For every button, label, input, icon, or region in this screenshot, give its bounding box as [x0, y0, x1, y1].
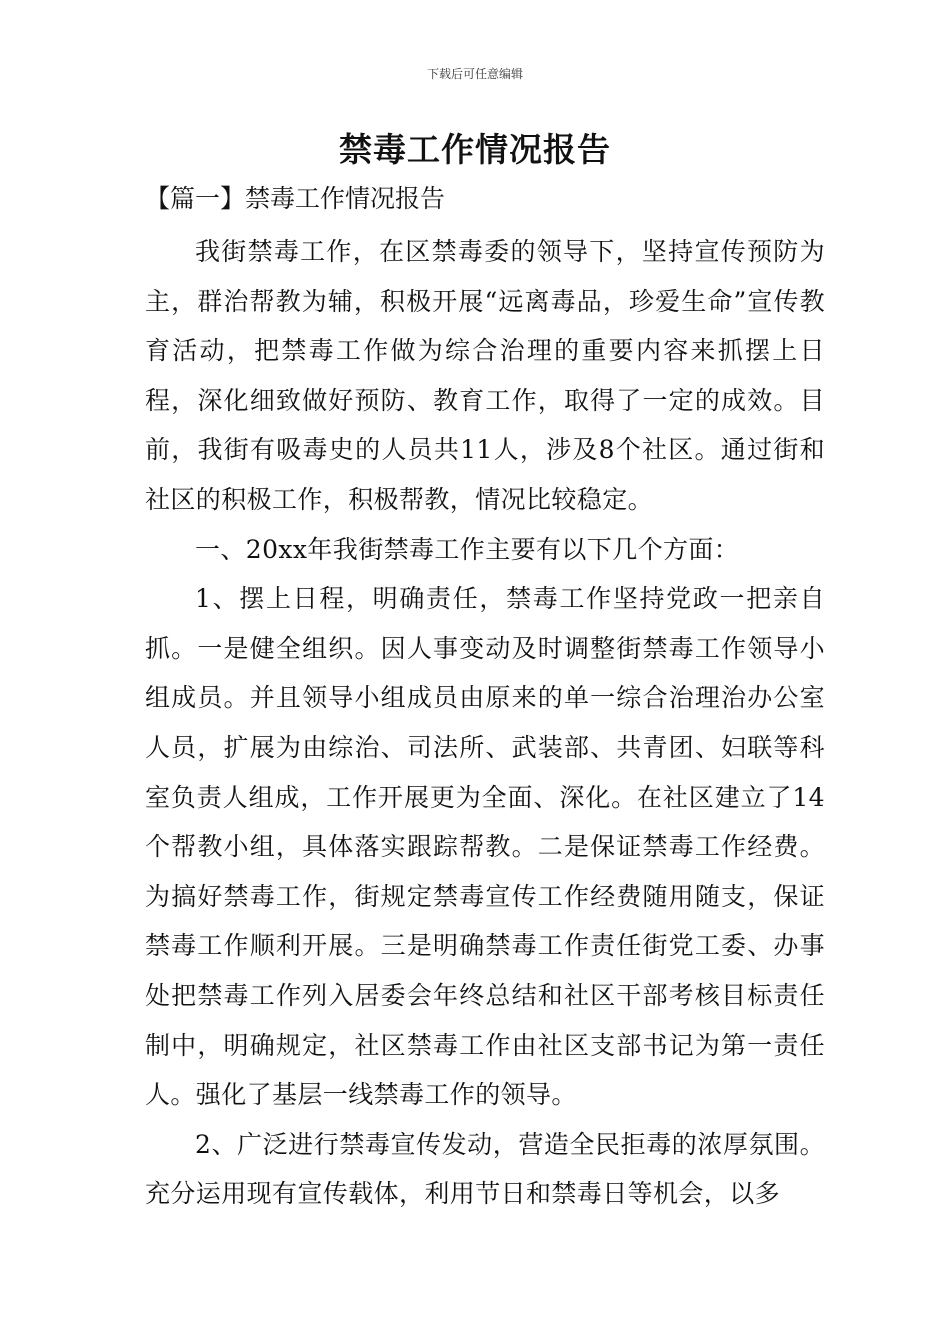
- header-note: 下载后可任意编辑: [426, 67, 523, 81]
- paragraph-item-2: 2、广泛进行禁毒宣传发动，营造全民拒毒的浓厚氛围。充分运用现有宣传载体，利用节日和禁毒日等机会，以多: [145, 1129, 825, 1209]
- paragraph-overview: 一、20xx年我街禁毒工作主要有以下几个方面：: [195, 534, 740, 564]
- document-title: 禁毒工作情况报告: [339, 130, 611, 169]
- paragraph-intro: 我街禁毒工作，在区禁毒委的领导下，坚持宣传预防为主，群治帮教为辅，积极开展“远离毒品，珍爱生命”宣传教育活动，把禁毒工作做为综合治理的重要内容来抓摆上日程，深化细致做好预防、教育工作，取得了一定的成效。目前，我街有吸毒史的人员共11人，涉及8个社区。通过街和社区的积极工作，积极帮教，情况比较稳定。: [145, 237, 825, 514]
- document-body: [145, 227, 825, 1219]
- paragraph-item-1: 1、摆上日程，明确责任，禁毒工作坚持党政一把亲自抓。一是健全组织。因人事变动及时调整街禁毒工作领导小组成员。并且领导小组成员由原来的单一综合治理治办公室人员，扩展为由综治、司法所、武装部、共青团、妇联等科室负责人组成，工作开展更为全面、深化。在社区建立了14个帮教小组，具体落实跟踪帮教。二是保证禁毒工作经费。为搞好禁毒工作，街规定禁毒宣传工作经费随用随支，保证禁毒工作顺利开展。三是明确禁毒工作责任街党工委、办事处把禁毒工作列入居委会年终总结和社区干部考核目标责任制中，明确规定，社区禁毒工作由社区支部书记为第一责任人。强化了基层一线禁毒工作的领导。: [145, 584, 825, 1110]
- section-heading: 【篇一】禁毒工作情况报告: [145, 184, 446, 213]
